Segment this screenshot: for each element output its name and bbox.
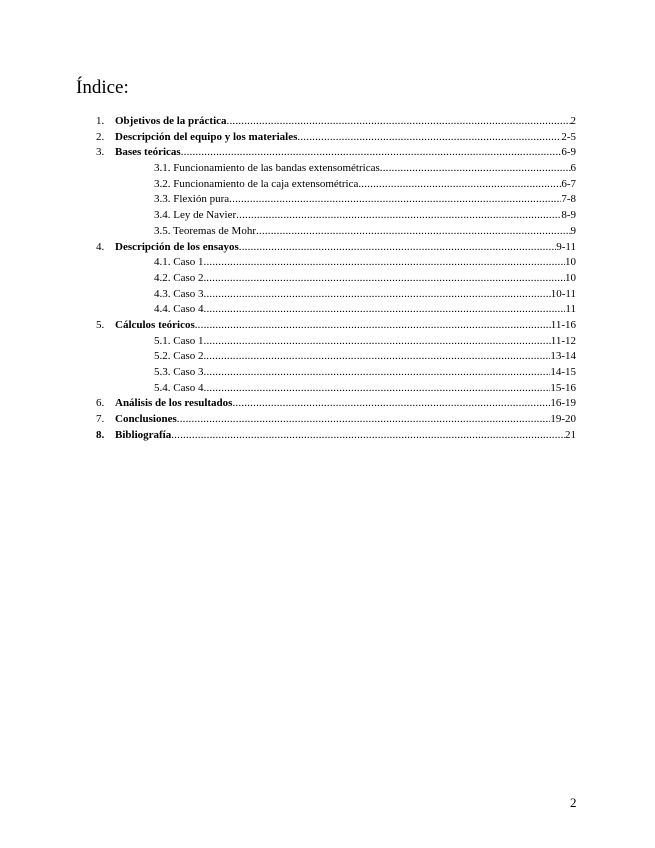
toc-entry-page: 11-12 (550, 334, 576, 347)
toc-entry-page: 11-16 (550, 318, 576, 331)
toc-entry (0, 255, 655, 271)
toc-entry-label: Descripción del equipo y los materiales (115, 130, 298, 143)
dot-leader (227, 114, 571, 130)
toc-entry (0, 114, 655, 130)
dot-leader (236, 208, 561, 224)
toc-entry-line (115, 114, 576, 130)
toc-entry (0, 287, 655, 303)
dot-leader (204, 334, 551, 350)
toc-entry-page: 8-9 (561, 209, 576, 222)
toc-entry-page: 6-7 (561, 177, 576, 190)
toc-entry (0, 177, 655, 193)
toc-entry (0, 145, 655, 161)
toc-entry-number: 3. (96, 146, 105, 159)
page-number: 2 (570, 795, 577, 810)
index-title: Índice: (76, 77, 129, 98)
toc-entry-line (154, 208, 576, 224)
toc-entry (0, 130, 655, 146)
toc-entry-label: 3.4. Ley de Navier (154, 209, 237, 222)
toc-entry-number: 8. (96, 428, 105, 441)
toc-entry-line (154, 224, 576, 240)
toc-entry (0, 240, 655, 256)
toc-entry (0, 365, 655, 381)
toc-entry (0, 208, 655, 224)
toc-entry-line (115, 240, 576, 256)
toc-entry-label: 4.4. Caso 4 (154, 303, 204, 316)
toc-entry (0, 381, 655, 397)
toc-entry-label: Descripción de los ensayos (115, 240, 239, 253)
toc-entry-number: 1. (96, 115, 105, 127)
toc-entry (0, 302, 655, 318)
toc-entry-line (115, 428, 576, 444)
toc-entry-label: 4.2. Caso 2. (154, 271, 207, 284)
toc-entry-page: 2 (570, 115, 576, 127)
toc-entry-line (154, 192, 576, 208)
toc-entry-label: 5.4. Caso 4 (154, 381, 204, 394)
toc-entry (0, 412, 655, 428)
toc-entry-page: 10 (565, 271, 576, 284)
toc-entry-label: Cálculos teóricos (115, 318, 195, 331)
toc-entry-label: 5.1. Caso 1 (154, 334, 204, 347)
toc-entry-number: 7. (96, 413, 105, 426)
table-of-contents (0, 114, 655, 443)
dot-leader (204, 381, 551, 397)
toc-entry-line (115, 318, 576, 334)
toc-entry-number: 6. (96, 397, 105, 410)
dot-leader (206, 349, 550, 365)
toc-entry-line (154, 334, 576, 350)
toc-entry (0, 396, 655, 412)
toc-entry-label: 3.5. Teoremas de Mohr (154, 224, 256, 237)
dot-leader (204, 255, 566, 271)
toc-entry (0, 349, 655, 365)
toc-entry-page: 11 (565, 303, 576, 316)
toc-entry-line (154, 287, 576, 303)
toc-entry-line (154, 349, 576, 365)
toc-entry-line (154, 271, 576, 287)
toc-entry-page: 10 (565, 256, 576, 269)
toc-entry-page: 14-15 (550, 366, 576, 378)
toc-entry-line (115, 145, 576, 161)
toc-entry (0, 428, 655, 444)
dot-leader (204, 302, 566, 318)
toc-entry (0, 334, 655, 350)
toc-entry (0, 318, 655, 334)
dot-leader (297, 130, 561, 146)
dot-leader (229, 192, 561, 208)
toc-entry-label: 4.3. Caso 3 (154, 287, 204, 300)
toc-entry-page: 6 (570, 162, 576, 175)
toc-entry-line (154, 161, 576, 177)
toc-entry-label: Bibliografía (115, 428, 172, 441)
toc-entry-page: 6-9 (561, 146, 576, 159)
toc-entry-label: Conclusiones (115, 413, 177, 426)
toc-entry-number: 2. (96, 130, 105, 143)
toc-entry-line (115, 130, 576, 146)
dot-leader (232, 396, 550, 412)
dot-leader (195, 318, 551, 334)
toc-entry-label: 3.2. Funcionamiento de la caja extensométrica (154, 177, 359, 190)
toc-entry-number: 4. (96, 240, 105, 253)
toc-entry-line (115, 396, 576, 412)
toc-entry-page: 9 (570, 224, 576, 237)
dot-leader (206, 271, 565, 287)
toc-entry-label: Objetivos de la práctica (115, 115, 227, 127)
toc-entry (0, 271, 655, 287)
toc-entry-label: Bases teóricas (115, 146, 181, 159)
toc-entry-line (154, 255, 576, 271)
dot-leader (380, 161, 571, 177)
dot-leader (177, 412, 551, 428)
dot-leader (204, 365, 551, 381)
toc-entry-page: 7-8 (561, 193, 576, 206)
toc-entry-line (154, 381, 576, 397)
toc-entry-page: 2-5 (561, 130, 576, 143)
toc-entry-label: 5.3. Caso 3 (154, 366, 204, 378)
dot-leader (256, 224, 571, 240)
dot-leader (181, 145, 562, 161)
toc-entry-line (154, 177, 576, 193)
toc-entry-page: 10-11 (550, 287, 576, 300)
toc-entry (0, 192, 655, 208)
toc-entry (0, 224, 655, 240)
toc-entry-line (154, 365, 576, 381)
toc-entry-label: 4.1. Caso 1 (154, 256, 204, 269)
toc-entry-page: 19-20 (550, 413, 576, 426)
toc-entry (0, 161, 655, 177)
toc-entry-page: 15-16 (550, 381, 576, 394)
toc-entry-label: 3.3. Flexión pura (154, 193, 230, 206)
dot-leader (204, 287, 551, 303)
dot-leader (171, 428, 565, 444)
toc-entry-line (154, 302, 576, 318)
dot-leader (239, 240, 556, 256)
toc-entry-page: 13-14 (550, 350, 576, 363)
toc-entry-label: Análisis de los resultados (115, 397, 233, 410)
dot-leader (358, 177, 561, 193)
toc-entry-page: 16-19 (550, 397, 576, 410)
toc-entry-page: 21 (565, 428, 576, 441)
toc-entry-label: 5.2. Caso 2. (154, 350, 207, 363)
toc-entry-page: 9-11 (556, 240, 576, 253)
toc-entry-label: 3.1. Funcionamiento de las bandas extensométricas (154, 162, 380, 175)
toc-entry-line (115, 412, 576, 428)
toc-entry-number: 5. (96, 318, 105, 331)
